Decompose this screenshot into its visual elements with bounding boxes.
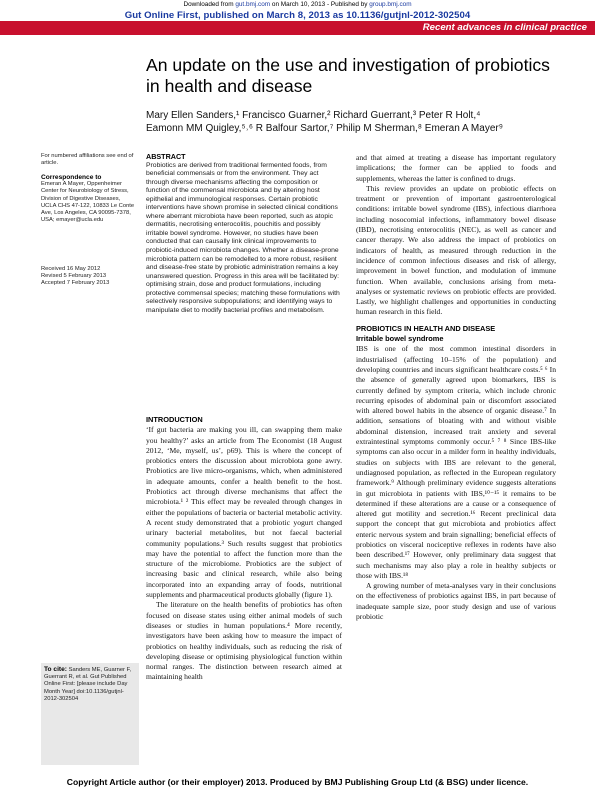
abstract-body: Probiotics are derived from traditional fermented foods, from beneficial commensals or from the environment. They act through diverse mechanisms affecting the composition or function of the commensal microbiota and by altering host epithelial and immunological responses. Certain probiotic interventions have shown promise in selected clinical conditions where aberrant microbiota have been reported, such as atopic dermatitis, necrotising enterocolitis, pouchitis and possibly irritable bowel syndrome. However, no studies have been conducted that can causally link clinical improvements to probiotic-induced microbiota changes. Whether a disease-prone microbiota pattern can be remodelled to a more robust, resilient and disease-free state by probiotic administration remains a key unanswered question. Progress in this area will be facilitated by: optimising strain, dose and product formulations, including protective commensal species; matching these formulations with selectively responsive subpopulations; and identifying ways to manipulate diet to modify bacterial profiles and metabolism.: [146, 161, 340, 314]
accepted-date: Accepted 7 February 2013: [41, 280, 110, 287]
section-heading: PROBIOTICS IN HEALTH AND DISEASE: [356, 323, 496, 333]
download-notice: [0, 1, 595, 8]
received-date: Received 16 May 2012: [41, 266, 101, 272]
download-site-link[interactable]: gut.bmj.com: [235, 1, 271, 8]
affiliation-note: For numbered affiliations see end of article.: [41, 153, 134, 167]
section-banner: [0, 21, 595, 35]
publisher-link[interactable]: group.bmj.com: [369, 1, 412, 8]
correspondence-heading: Correspondence to: [41, 174, 102, 181]
article-title: An update on the use and investigation of probiotics in health and disease: [146, 55, 550, 96]
right-paragraph-4: A growing number of meta-analyses vary in their conclusions on the effectiveness of probiotics against IBS, in part because of inadequate sample size, poor study design and use of various probiotic: [356, 581, 556, 622]
download-mid: on March 10, 2013 - Published by: [270, 1, 370, 8]
author-line-2: Eamonn MM Quigley,⁵˒⁶ R Balfour Sartor,⁷ Philip M Sherman,⁸ Emeran A Mayer⁹: [146, 123, 503, 134]
right-paragraph-1: and that aimed at treating a disease has important regulatory implications; the former can be applied to foods and supplements, whereas the latter is confined to drugs.: [356, 153, 556, 183]
introduction-paragraph-2: The literature on the health benefits of probiotics has often focused on disease states using either animal models of such diseases or studies in human populations.⁴ More recently, investigators have been asking how to measure the impact of probiotics on healthy individuals, such as reducing the risk of developing disease or optimising physiological function within normal ranges. The distinction between research aimed at maintaining health: [146, 600, 342, 682]
dates-block: [41, 266, 135, 288]
author-list: [146, 109, 576, 135]
introduction-paragraph-1: ‘If gut bacteria are making you ill, can swapping them make you healthy?’ asks an article from The Economist (18 August 2012, ‘Me, myself, us’, p69). This is where the concept of probiotics enters the discussion about microbiota gone awry. Probiotics are live micro-organisms, which, when administered in adequate amounts, confer a health benefit to the host. Probiotics act through diverse mechanisms that affect the microbiota.¹ ² This effect may be revealed through changes in either the populations of bacteria or bacterial metabolic activity. A recent study demonstrated that a probiotic yogurt changed urinary bacterial metabolites, but not faecal bacterial community populations.³ Such results suggest that probiotics may have the potential to affect the function more than the structure of the microbiome. Probiotics are the subject of increasing basic and clinical research, while also being incorporated into an expanding array of foods, nutritional supplements and pharmaceutical products globally (figure 1).: [146, 425, 342, 600]
right-paragraph-3: IBS is one of the most common intestinal disorders in industrialised (affecting 10–15% of the population) and developing countries and incurs significant healthcare costs.⁵ ⁶ In the absence of generally agreed upon biomarkers, IBS is currently defined by symptom criteria, which include chronic recurring episodes of abdominal pain or discomfort associated with altered bowel habits in the absence of organic disease.⁷ In addition, sensations of bloating with and without visible abdominal distension, increased trait anxiety and several extraintestinal symptoms commonly occur.⁵ ⁷ ⁸ Since IBS-like symptoms can also occur in a milder form in healthy individuals, studies on subjects with IBS are relevant to the general, undiagnosed population, as reflected in the European regulatory framework.⁹ Although preliminary evidence suggests alterations in gut microbiota in patients with IBS,¹⁰⁻¹⁵ it remains to be determined if these alterations are a cause or a consequence of altered gut motility and secretion.¹⁶ Recent preclinical data support the concept that gut microbiota and probiotics affect enteric nervous system and brain signalling; beneficial effects of probiotics on visceral nociceptive reflexes in rodents have also been described.¹⁷ However, only preliminary data suggest that such mechanisms may also play a role in healthy subjects or those with IBS.¹⁸: [356, 344, 556, 580]
citation-body: Sanders ME, Guarner F, Guerrant R, et al. Gut Published Online First: [please include Day Month Year] doi:10.1136/gutjnl-2012-302504: [44, 667, 132, 702]
revised-date: Revised 5 February 2013: [41, 273, 107, 280]
right-column: [356, 153, 556, 622]
abstract-block: [146, 153, 342, 315]
online-first-notice: Gut Online First, published on March 8, 2013 as 10.1136/gutjnl-2012-302504: [124, 10, 471, 21]
correspondence-body: Emeran A Mayer, Oppenheimer Center for Neurobiology of Stress, Division of Digestive Diseases, UCLA CHS 47-122, 10833 Le Conte Ave, Los Angeles, CA 90095-7378, USA; emayer@ucla.edu: [41, 181, 135, 224]
citation-heading: To cite:: [44, 666, 67, 673]
download-prefix: Downloaded from: [183, 1, 236, 8]
subsection-heading: Irritable bowel syndrome: [356, 334, 444, 344]
abstract-heading: ABSTRACT: [146, 152, 186, 161]
introduction-section: [146, 415, 342, 683]
correspondence-block: [41, 174, 135, 224]
author-line-1: Mary Ellen Sanders,¹ Francisco Guarner,² Richard Guerrant,³ Peter R Holt,⁴: [146, 110, 481, 121]
citation-box: [41, 663, 139, 765]
right-paragraph-2: This review provides an update on probiotic effects on treatment or prevention of important gastroenterological conditions: irritable bowel syndrome (IBS), infectious diarrhoea including nosocomial infections, inflammatory bowel disease (IBD), necrotising enterocolitis (NEC), as well as cancer and cancer therapy. We also address the impact of probiotics on indicators of health, as measured through reduction in the incidence of common infectious diseases and risk of allergy, improvement in bowel function, and modulation of immune function. When available, conclusions arising from meta-analyses or systematic reviews on probiotic effects are provided. Lastly, we highlight challenges and opportunities in conducting human research in this field.: [356, 183, 556, 317]
section-title: Recent advances in clinical practice: [422, 22, 587, 33]
copyright-notice: Copyright Article author (or their employer) 2013. Produced by BMJ Publishing Group Ltd (& BSG) under licence.: [66, 777, 529, 787]
introduction-heading: INTRODUCTION: [146, 415, 203, 424]
